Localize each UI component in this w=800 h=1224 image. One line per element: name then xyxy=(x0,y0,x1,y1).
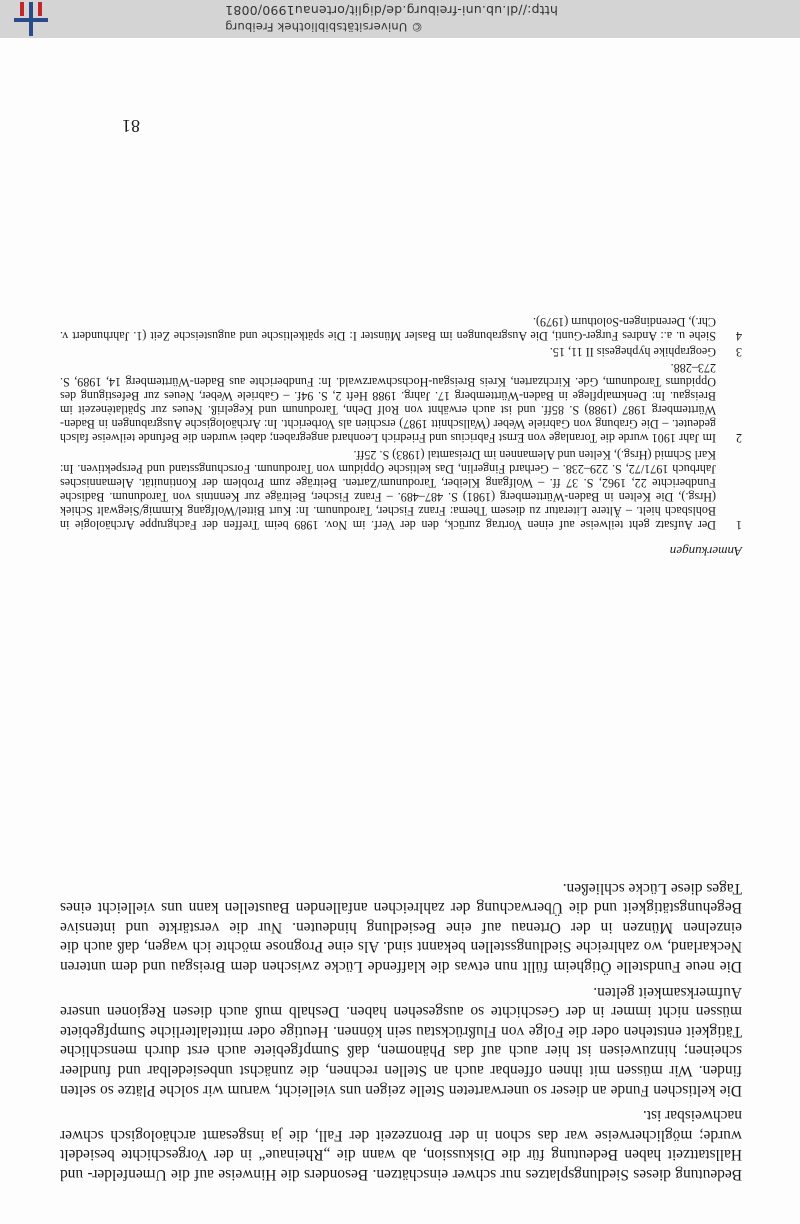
body-text xyxy=(60,872,742,1184)
paragraph: Bedeutung dieses Siedlungsplatzes nur schwer einschätzen. Besonders die Hinweise auf die Urnenfelder- und Hallstattzeit haben Bedeutung für die Diskussion, ab wann die „Rheinaue“ in der Vorgeschichte besiedelt wurde; möglicherweise war das schon in der Bronzezeit der Fall, die ja insgesamt archäologisch schwer nachweisbar ist. xyxy=(60,1107,742,1183)
library-logo-icon xyxy=(10,2,52,36)
footnote-number: 2 xyxy=(735,431,742,446)
source-url-link[interactable]: http://dl.ub.uni-freiburg.de/diglit/ortenau1990/0081 xyxy=(225,3,558,18)
footnote-text: Siehe u. a.: Andres Furger-Gunti, Die Ausgrabungen im Basler Münster I: Die spätkeltische und augusteische Zeit (1. Jahrhundert v. Chr.), Derendingen-Solothurn (1979). xyxy=(60,314,716,343)
footnote-number: 1 xyxy=(735,518,742,532)
paragraph: Die keltischen Funde an dieser so unerwarteten Stelle zeigen uns vielleicht, warum wir solche Plätze so selten finden. Wir müssen mit ihnen offenbar auch an Stellen rechnen, die zunächst unbesiedelbar und fundleer scheinen; hinzuweisen ist hier auch auf das Phänomen, daß Sumpfgebiete auch erst durch menschliche Tätigkeit entstehen oder die Folge von Flußrückstau sein können. Heutige oder mittelalterliche Sumpfgebiete müssen nicht immer in der Geschichte so ausgesehen haben. Deshalb muß auch diesen Regionen unsere Aufmerksamkeit gelten. xyxy=(60,983,742,1099)
footnotes xyxy=(60,313,742,532)
page-number: 81 xyxy=(122,116,140,136)
footnote-number: 3 xyxy=(735,344,742,359)
library-footer xyxy=(0,0,800,38)
footnote-text: Geographike hyphegesis II 11, 15. xyxy=(549,344,716,359)
footnote xyxy=(60,447,742,532)
footnote-text: Der Aufsatz geht teilweise auf einen Vortrag zurück, den der Verf. im Nov. 1989 beim Treffen der Fachgruppe Archäologie in Bohlsbach hielt. – Ältere Literatur zu diesem Thema: Franz Fischer, Tarodunum. In: Kurt Bittel/Wolfgang Kimmig/Siegwalt Schiek (Hrsg.), Die Kelten in Baden-Württemberg (1981) S. 487–489. – Franz Fischer, Beiträge zur Kenntnis von Tarodunum. Badische Fundberichte 22, 1962, S. 37 ff. – Wolfgang Kleiber, Tarodunum/Zarten. Beiträge zum Problem der Kontinuität. Alemannisches Jahrbuch 1971/72, S. 229–238. – Gerhard Fingerlin, Das keltische Oppidum von Tarodunum. Forschungsstand und Perspektiven. In: Karl Schmid (Hrsg.), Kelten und Alemannen im Dreisamtal (1983) S. 25ff. xyxy=(60,447,716,532)
notes-heading: Anmerkungen xyxy=(669,544,742,559)
footnote xyxy=(60,345,742,359)
page-sheet xyxy=(0,38,800,1224)
footnote xyxy=(60,361,742,446)
footnote-text: Im Jahr 1901 wurde die Toranlage von Ernst Fabricius und Friedrich Leonhard angegraben; dabei wurden die Befunde teilweise falsch gedeutet. – Die Grabung von Gabriele Weber (Wallschnitt 1987) erschien als Vorbericht. In: Archäologische Ausgrabungen in Baden-Württemberg 1987 (1988) S. 85ff. und ist auch erwähnt von Rolf Dehn, Tarodunum und Kegelriß. Neues zur Spätlatènezeit im Breisgau. In: Denkmalpflege in Baden-Württemberg 17. Jahrg. 1988 Heft 2, S. 94f. – Gabriele Weber, Neues zur Befestigung des Oppidums Tarodunum, Gde. Kirchzarten, Kreis Breisgau-Hochschwarzwald. In: Fundberichte aus Baden-Württemberg 14, 1989, S. 273–288. xyxy=(60,360,716,446)
footnote xyxy=(60,315,742,343)
copyright-notice: © Universitätsbibliothek Freiburg xyxy=(225,20,423,34)
footnote-number: 4 xyxy=(735,328,742,343)
paragraph: Die neue Fundstelle Ötigheim füllt nun etwas die klaffende Lücke zwischen dem Breisgau und dem unteren Neckarland, wo zahlreiche Siedlungsstellen bekannt sind. Als eine Prognose möchte ich wagen, daß auch die einzelnen Münzen in der Ortenau auf eine Besiedlung hindeuten. Nur die verstärkte und intensive Begehungstätigkeit und die Überwachung der zahlreichen anfallenden Baustellen kann uns vielleicht eines Tages diese Lücke schließen. xyxy=(60,879,742,976)
